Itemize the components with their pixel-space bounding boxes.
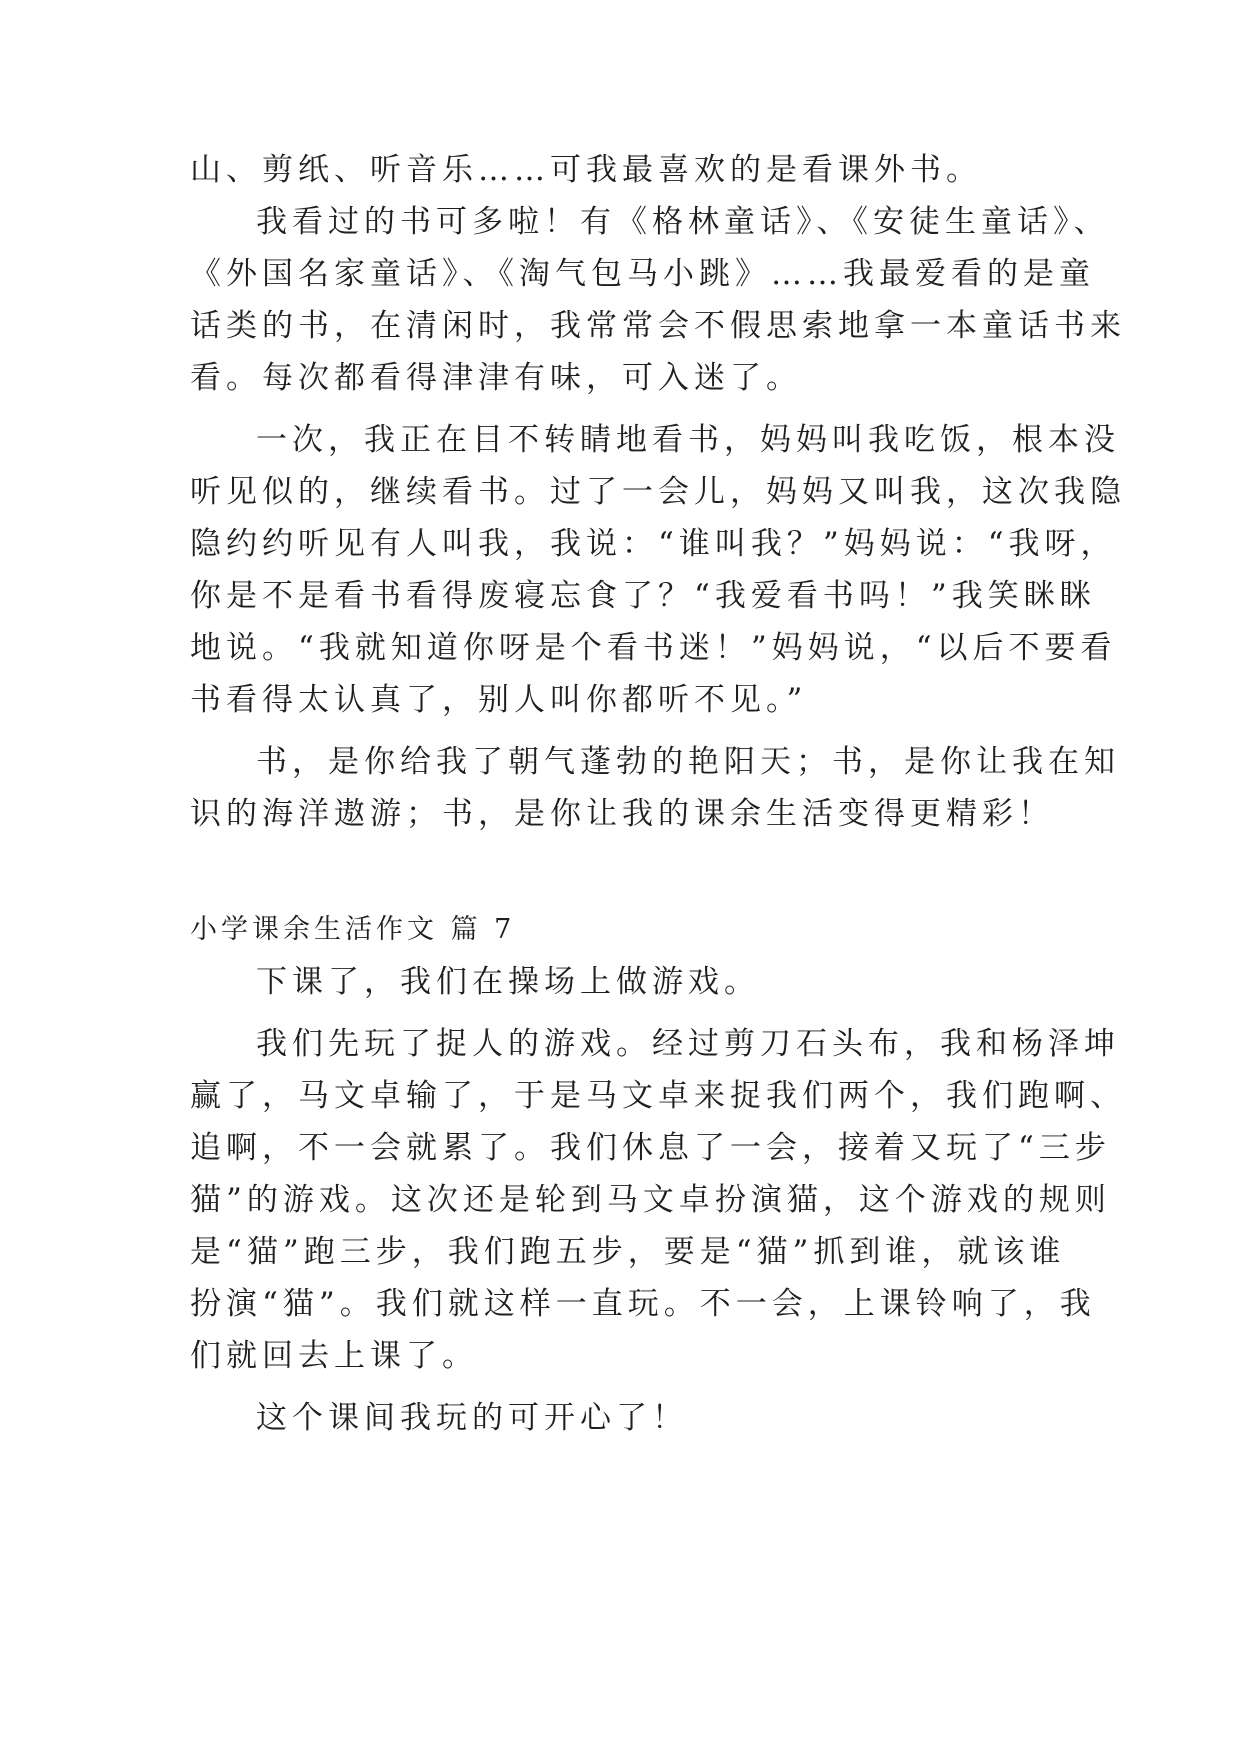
paragraph-line: 这个课间我玩的可开心了！ <box>256 1400 688 1436</box>
paragraph-line: 赢了，马文卓输了，于是马文卓来捉我们两个，我们跑啊、 <box>190 1078 1126 1114</box>
paragraph-line: 下课了，我们在操场上做游戏。 <box>256 964 760 1000</box>
paragraph-line: 扮演“猫”。我们就这样一直玩。不一会，上课铃响了，我 <box>190 1286 1096 1322</box>
paragraph-line: 地说。“我就知道你呀是个看书迷！”妈妈说，“以后不要看 <box>190 630 1117 666</box>
section-heading: 小学课余生活作文 篇 7 <box>190 914 516 945</box>
paragraph-line: 是“猫”跑三步，我们跑五步，要是“猫”抓到谁，就该谁 <box>190 1234 1066 1270</box>
paragraph-line: 隐约约听见有人叫我，我说：“谁叫我？”妈妈说：“我呀， <box>190 526 1117 562</box>
paragraph-line: 书看得太认真了，别人叫你都听不见。” <box>190 682 808 718</box>
paragraph-line: 识的海洋遨游；书，是你让我的课余生活变得更精彩！ <box>190 796 1054 832</box>
paragraph-line: 书，是你给我了朝气蓬勃的艳阳天；书，是你让我在知 <box>256 744 1120 780</box>
paragraph-line: 看。每次都看得津津有味，可入迷了。 <box>190 360 802 396</box>
paragraph-line: 一次，我正在目不转睛地看书，妈妈叫我吃饭，根本没 <box>256 422 1120 458</box>
paragraph-line: 《外国名家童话》、《淘气包马小跳》……我最爱看的是童 <box>190 256 1095 292</box>
paragraph-line: 山、剪纸、听音乐……可我最喜欢的是看课外书。 <box>190 152 982 188</box>
paragraph-line: 听见似的，继续看书。过了一会儿，妈妈又叫我，这次我隐 <box>190 474 1126 510</box>
paragraph-line: 猫”的游戏。这次还是轮到马文卓扮演猫，这个游戏的规则 <box>190 1182 1111 1218</box>
paragraph-line: 们就回去上课了。 <box>190 1338 478 1374</box>
paragraph-line: 你是不是看书看得废寝忘食了？“我爱看书吗！”我笑眯眯 <box>190 578 1096 614</box>
paragraph-line: 追啊，不一会就累了。我们休息了一会，接着又玩了“三步 <box>190 1130 1111 1166</box>
paragraph-line: 我看过的书可多啦！有《格林童话》、《安徒生童话》、 <box>256 204 1110 240</box>
paragraph-line: 话类的书，在清闲时，我常常会不假思索地拿一本童话书来 <box>190 308 1126 344</box>
paragraph-line: 我们先玩了捉人的游戏。经过剪刀石头布，我和杨泽坤 <box>256 1026 1120 1062</box>
